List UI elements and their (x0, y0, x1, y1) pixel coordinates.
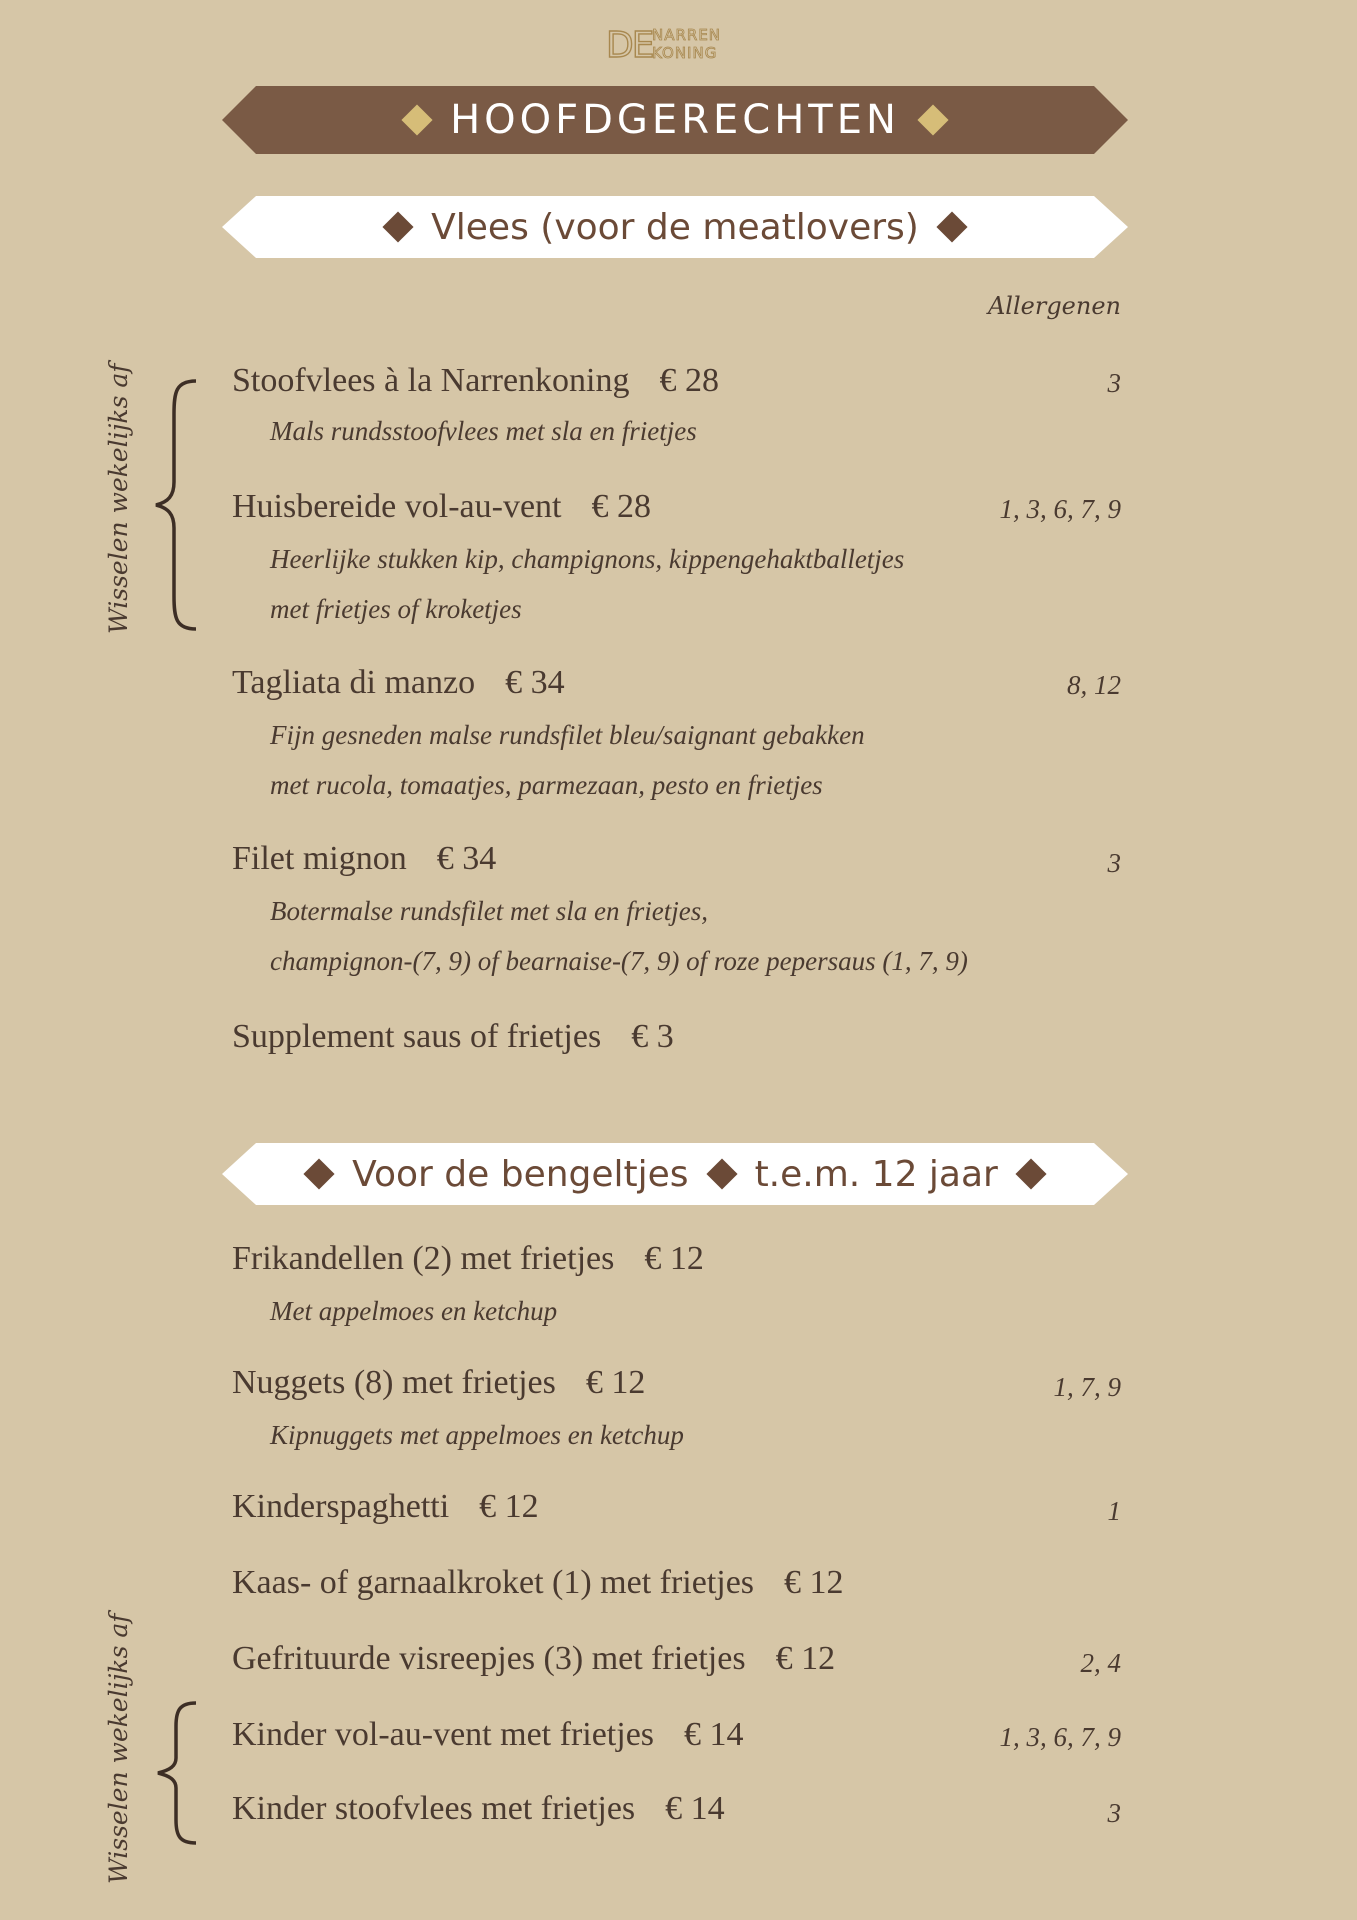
section-title-kids: Voor de bengeltjes (352, 1153, 689, 1195)
menu-item-price: € 34 (505, 664, 565, 701)
diamond-icon (936, 211, 967, 242)
menu-item-price: € 12 (644, 1240, 704, 1277)
diamond-icon (304, 1158, 335, 1189)
diamond-icon (1015, 1158, 1046, 1189)
menu-item-name: Tagliata di manzo € 34 (232, 664, 565, 701)
menu-item-description: Fijn gesneden malse rundsfilet bleu/saignant gebakken (270, 720, 865, 750)
menu-item-price: € 3 (631, 1018, 674, 1055)
menu-item-description: Kipnuggets met appelmoes en ketchup (270, 1420, 684, 1450)
menu-item-price: € 28 (591, 488, 651, 525)
menu-item-price: € 14 (665, 1790, 725, 1827)
allergen-column-header: Allergenen (987, 292, 1121, 320)
menu-item-price: € 34 (436, 840, 497, 877)
diamond-icon (917, 104, 948, 135)
restaurant-logo (606, 24, 756, 70)
menu-item-allergens: 3 (1107, 1798, 1121, 1828)
menu-item-name: Kinder vol-au-vent met frietjes € 14 (232, 1716, 744, 1753)
logo-line-2: KONING (652, 44, 718, 62)
menu-item-name: Kaas- of garnaalkroket (1) met frietjes € 12 (232, 1564, 844, 1601)
section-banner-kids (222, 1143, 1128, 1205)
menu-item-price: € 12 (775, 1640, 836, 1677)
menu-item-allergens: 8, 12 (1067, 670, 1121, 700)
logo-line-1: NARREN (652, 26, 722, 44)
menu-item-description: Heerlijke stukken kip, champignons, kippengehaktballetjes (270, 544, 905, 574)
menu-item-description: Botermalse rundsfilet met sla en frietjes, (270, 896, 708, 926)
diamond-icon (706, 1158, 737, 1189)
menu-item-name: Supplement saus of frietjes € 3 (232, 1018, 674, 1055)
menu-item-name: Kinder stoofvlees met frietjes € 14 (232, 1790, 725, 1827)
menu-item-name: Gefrituurde visreepjes (3) met frietjes € 12 (232, 1640, 836, 1677)
curly-brace-icon (152, 1700, 198, 1846)
logo-mark: DE (606, 25, 653, 66)
section-title-vlees: Vlees (voor de meatlovers) (431, 206, 919, 248)
menu-item-price: € 12 (585, 1364, 646, 1401)
menu-item-name: Nuggets (8) met frietjes € 12 (232, 1364, 646, 1401)
menu-item-description: champignon-(7, 9) of bearnaise-(7, 9) of roze pepersaus (1, 7, 9) (270, 946, 968, 976)
menu-item-description: Mals rundsstoofvlees met sla en frietjes (270, 416, 697, 446)
menu-item-allergens: 2, 4 (1080, 1648, 1121, 1678)
menu-item-name: Huisbereide vol-au-vent € 28 (232, 488, 651, 525)
menu-item-name: Kinderspaghetti € 12 (232, 1488, 539, 1525)
menu-item-name: Stoofvlees à la Narrenkoning € 28 (232, 362, 719, 399)
side-note-weekly: Wisselen wekelijks af (104, 363, 133, 634)
menu-item-description: Met appelmoes en ketchup (270, 1296, 558, 1326)
menu-item-allergens: 1 (1107, 1496, 1121, 1526)
menu-item-allergens: 3 (1107, 848, 1121, 878)
section-banner-vlees (222, 196, 1128, 258)
menu-item-description: met rucola, tomaatjes, parmezaan, pesto en frietjes (270, 770, 823, 800)
side-note-weekly: Wisselen wekelijks af (104, 1613, 133, 1884)
menu-item-name: Filet mignon € 34 (232, 840, 497, 877)
menu-item-description: met frietjes of kroketjes (270, 594, 522, 624)
menu-item-allergens: 1, 3, 6, 7, 9 (999, 1722, 1121, 1752)
menu-item-price: € 14 (684, 1716, 744, 1753)
menu-item-allergens: 1, 7, 9 (1053, 1372, 1121, 1402)
section-subtitle-kids: t.e.m. 12 jaar (754, 1153, 998, 1195)
diamond-icon (383, 211, 414, 242)
menu-item-price: € 12 (479, 1488, 539, 1525)
main-heading-banner (222, 86, 1128, 154)
menu-item-name: Frikandellen (2) met frietjes € 12 (232, 1240, 704, 1277)
diamond-icon (402, 104, 433, 135)
page-title: HOOFDGERECHTEN (450, 97, 900, 143)
menu-item-allergens: 3 (1107, 368, 1121, 398)
menu-item-price: € 28 (659, 362, 719, 399)
curly-brace-icon (152, 378, 198, 632)
menu-item-price: € 12 (784, 1564, 844, 1601)
menu-item-allergens: 1, 3, 6, 7, 9 (999, 494, 1121, 524)
